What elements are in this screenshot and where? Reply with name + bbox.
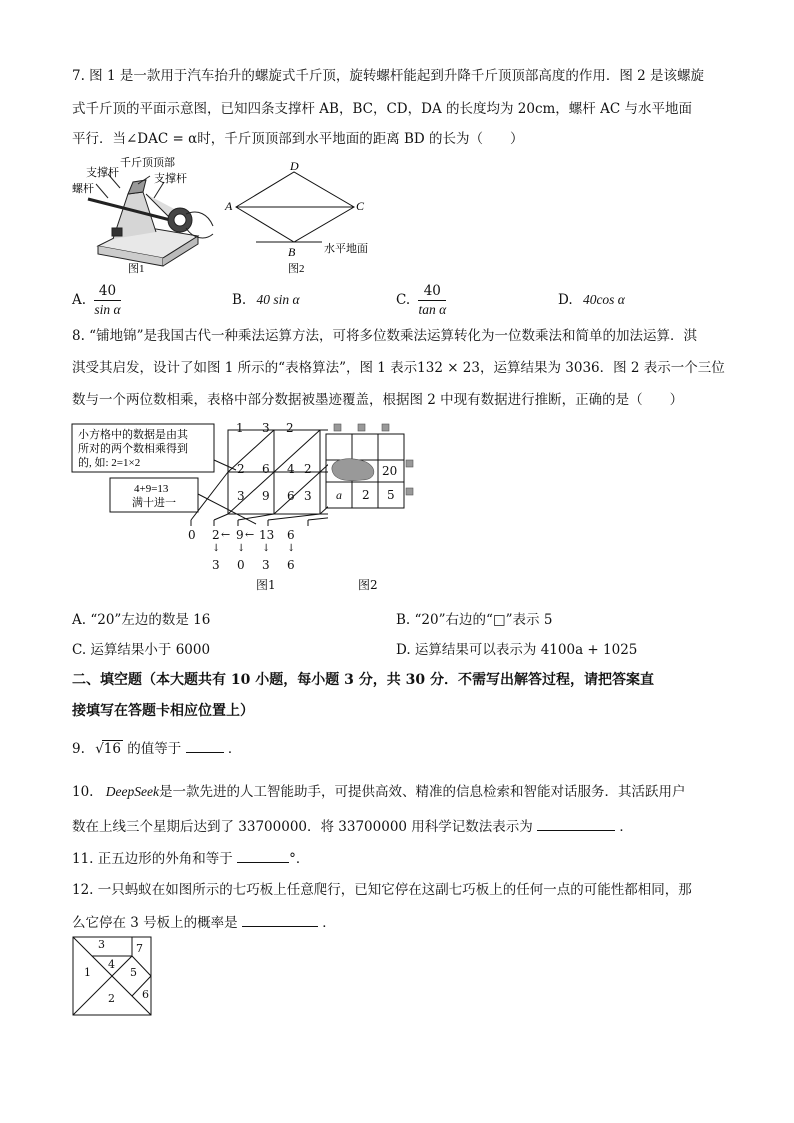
q8-fig1-row1-c1: 2 xyxy=(237,462,245,476)
q11 xyxy=(72,848,309,869)
q12-line2 xyxy=(72,912,336,933)
q8-line3: 数与一个两位数相乘，表格中部分数据被墨迹覆盖，根据图 2 中现有数据进行推断，正确的是（ ） xyxy=(72,392,684,408)
q10-number: 10. xyxy=(72,784,94,800)
tangram-piece-7: 7 xyxy=(136,942,143,955)
q7-option-d[interactable] xyxy=(558,292,625,308)
q8-fig1-right-1: 2 xyxy=(304,462,312,476)
q12-end: ． xyxy=(322,915,336,931)
q7-option-a[interactable] xyxy=(72,282,125,319)
q7-option-b-text: 40 sin α xyxy=(256,292,300,307)
q10-end: ． xyxy=(619,819,633,835)
q11-end: °． xyxy=(289,851,310,867)
q8-fig2-cell-a: a xyxy=(336,488,342,502)
tangram-piece-1: 1 xyxy=(84,966,91,979)
q7-line1: 7. 图 1 是一款用于汽车抬升的螺旋式千斤顶，旋转螺杆能起到升降千斤顶顶部高度的作用．图 2 是该螺旋 xyxy=(72,68,705,84)
q12-line1: 12. 一只蚂蚁在如图所示的七巧板上任意爬行，已知它停在这副七巧板上的任何一点的可能性都相同，那 xyxy=(72,882,692,898)
q7-option-c-label: C. xyxy=(396,292,411,308)
q7-option-c-numerator: 40 xyxy=(418,282,446,301)
fig1-caption: 图1 xyxy=(128,263,145,275)
tangram-piece-6: 6 xyxy=(142,988,149,1001)
q8-note2-line1: 4+9=13 xyxy=(134,483,169,495)
q7-figure2-rhombus xyxy=(222,160,392,276)
q9-answer-blank[interactable] xyxy=(186,738,224,753)
q8-fig2-cell-5: 5 xyxy=(387,488,395,502)
fig2-point-c: C xyxy=(356,199,365,213)
q8-fig1-arrow-2: ← xyxy=(245,528,255,541)
q8-option-b[interactable]: B. “20”右边的“□”表示 5 xyxy=(396,612,553,628)
q8-note1-line2: 所对的两个数相乘得到 xyxy=(78,443,188,455)
q9-text: 的值等于 xyxy=(127,741,182,757)
q10-line2-text: 数在上线三个星期后达到了 33700000．将 33700000 用科学记数法表示为 xyxy=(72,819,533,835)
q7-option-c-fraction xyxy=(418,282,446,319)
q8-fig1-sum-2: 2 xyxy=(212,528,220,542)
q8-fig2-caption: 图2 xyxy=(358,578,378,592)
q8-fig1-result-1: 3 xyxy=(212,558,220,572)
q8-fig1-sum-1: 0 xyxy=(188,528,196,542)
q7-option-d-text: 40cos α xyxy=(582,292,625,307)
q8-line2: 淇受其启发，设计了如图 1 所示的“表格算法”，图 1 表示132 × 23，运算结果为 3036．图 2 表示一个三位 xyxy=(72,360,725,376)
fig2-point-d: D xyxy=(290,160,299,173)
q7-option-b-label: B. xyxy=(232,292,247,308)
section2-heading-line1: 二、填空题（本大题共有 10 小题，每小题 3 分，共 30 分．不需写出解答过程，请把答案直 xyxy=(72,672,654,688)
q10-answer-blank[interactable] xyxy=(537,816,615,831)
fig2-point-b: B xyxy=(288,245,296,259)
q11-answer-blank[interactable] xyxy=(237,848,289,863)
q10-line1-rest: 是一款先进的人工智能助手，可提供高效、精准的信息检索和智能对话服务．其活跃用户 xyxy=(159,784,686,800)
q8-option-c[interactable]: C. 运算结果小于 6000 xyxy=(72,642,211,658)
q8-fig1-row1-c3: 4 xyxy=(287,462,295,476)
q8-fig1-result-2: 0 xyxy=(237,558,245,572)
q8-fig1-top-1: 1 xyxy=(236,421,244,435)
q8-fig1-result-3: 3 xyxy=(262,558,270,572)
q12-line2-text: 么它停在 3 号板上的概率是 xyxy=(72,915,238,931)
q8-fig1-top-3: 2 xyxy=(286,421,294,435)
q8-fig1-down-arrow-1: ↓ xyxy=(212,543,221,554)
q10-line2 xyxy=(72,816,633,837)
q8-fig1-caption: 图1 xyxy=(256,578,276,592)
q7-option-c[interactable] xyxy=(396,282,450,319)
fig2-ground-label: 水平地面 xyxy=(324,243,368,255)
q11-text: 11. 正五边形的外角和等于 xyxy=(72,851,233,867)
q8-fig1-right-2: 3 xyxy=(304,489,312,503)
q9-end: ． xyxy=(227,741,242,757)
q7-option-a-numerator: 40 xyxy=(94,282,120,301)
fig1-label-right-rod: 支撑杆 xyxy=(154,173,187,185)
q8-fig1-arrow-1: ← xyxy=(221,528,231,541)
tangram-piece-3: 3 xyxy=(98,938,105,951)
q9 xyxy=(72,738,241,759)
q8-fig1-sum-3: 9 xyxy=(236,528,244,542)
fig2-point-a: A xyxy=(225,199,233,213)
fig1-label-top: 千斤顶顶部 xyxy=(120,157,175,169)
q7-line2: 式千斤顶的平面示意图，已知四条支撑杆 AB，BC，CD，DA 的长度均为 20cm，螺杆 AC 与水平地面 xyxy=(72,101,692,117)
q8-option-a[interactable]: A. “20”左边的数是 16 xyxy=(72,612,211,628)
q8-fig1-down-arrow-3: ↓ xyxy=(262,543,271,554)
q8-fig1-row2-c3: 6 xyxy=(287,489,295,503)
q8-fig1-row2-c1: 3 xyxy=(237,489,245,503)
q8-fig1-sum-5: 6 xyxy=(287,528,295,542)
ink-blot-icon xyxy=(332,459,374,481)
q8-fig2-cell-2: 2 xyxy=(362,488,370,502)
q8-note1-line1: 小方格中的数据是由其 xyxy=(78,429,188,441)
q8-fig2-cell-20: 20 xyxy=(382,464,398,478)
q8-fig1-down-arrow-2: ↓ xyxy=(237,543,246,554)
tangram-piece-4: 4 xyxy=(108,958,115,971)
fig1-label-left-rod: 支撑杆 xyxy=(86,167,119,179)
q8-note2-line2: 满十进一 xyxy=(132,497,176,509)
q7-figure1-jack xyxy=(68,154,218,276)
q7-line3: 平行．当∠DAC = α时，千斤顶顶部到水平地面的距离 BD 的长为（ ） xyxy=(72,131,524,147)
tangram-piece-5: 5 xyxy=(130,966,137,979)
q8-fig1-top-2: 3 xyxy=(262,421,270,435)
fig1-label-screw: 螺杆 xyxy=(72,183,94,195)
q7-option-a-fraction xyxy=(94,282,120,319)
q8-line1: 8. “铺地锦”是我国古代一种乘法运算方法，可将多位数乘法运算转化为一位数乘法和简单的加法运算．淇 xyxy=(72,328,697,344)
q7-option-a-denominator: sin α xyxy=(94,302,121,317)
q8-fig1-row2-c2: 9 xyxy=(262,489,270,503)
q12-answer-blank[interactable] xyxy=(242,912,318,927)
q8-note1-line3: 的, 如: 2=1×2 xyxy=(78,457,141,469)
section2-heading-line2: 接填写在答题卡相应位置上） xyxy=(72,703,254,719)
q9-radicand: 16 xyxy=(103,741,121,757)
q9-number: 9. xyxy=(72,741,85,757)
q10-brand: DeepSeek xyxy=(105,784,159,799)
q7-option-d-label: D. xyxy=(558,292,573,308)
q8-fig1-result-4: 6 xyxy=(287,558,295,572)
sqrt-icon: √ xyxy=(95,741,104,757)
q7-option-a-label: A. xyxy=(72,292,87,308)
fig2-caption: 图2 xyxy=(288,263,305,275)
q8-option-d[interactable]: D. 运算结果可以表示为 4100a + 1025 xyxy=(396,642,638,658)
q8-fig1-down-arrow-4: ↓ xyxy=(287,543,296,554)
q7-option-c-denominator: tan α xyxy=(418,302,447,317)
q8-fig1-row1-c2: 6 xyxy=(262,462,270,476)
q8-fig1-sum-4: 13 xyxy=(259,528,275,542)
q10-line1 xyxy=(72,782,686,802)
tangram-piece-2: 2 xyxy=(108,992,115,1005)
q7-option-b[interactable] xyxy=(232,292,300,308)
